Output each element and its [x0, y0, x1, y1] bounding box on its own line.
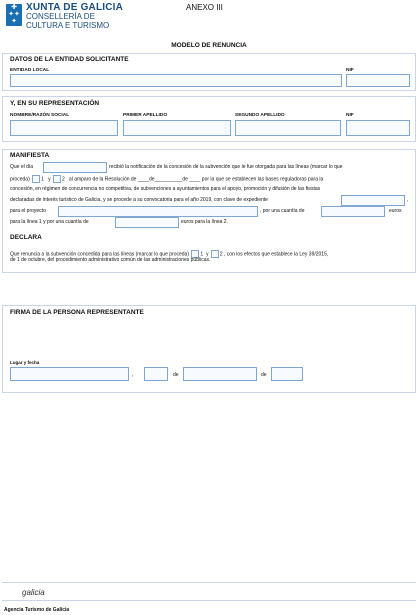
- logo-line2: CONSELLERÍA DE: [26, 12, 95, 21]
- manifiesta-line4: declaradas de interés turístico de Galicia, y se procede a su convocatoria para el año 2019, con clave de expediente: [10, 197, 268, 203]
- xunta-shield-icon: ✚ ✦✦ ✦: [6, 4, 22, 26]
- form-title: MODELO DE RENUNCIA: [171, 42, 247, 49]
- cuantia-linea2-field[interactable]: [115, 217, 179, 228]
- manifiesta-line2-b: al amparo de la Resolución de ____de__________de ____ por la que se establecen las bases reguladoras para la: [68, 176, 324, 183]
- nif-field[interactable]: [346, 74, 410, 87]
- manifiesta-line2-a: proceda): [10, 176, 30, 183]
- firma-title: FIRMA DE LA PERSONA REPRESENTANTE: [10, 309, 144, 316]
- cuantia-linea1-field[interactable]: [321, 206, 385, 217]
- nombre-label: NOMBRE/RAZÓN SOCIAL: [10, 113, 70, 118]
- renuncia-opt1: 1: [200, 251, 204, 258]
- fecha-notificacion-field[interactable]: [43, 162, 107, 173]
- dia-field[interactable]: [144, 367, 168, 381]
- renuncia-opt2: 2: [219, 251, 223, 258]
- renuncia-y: y: [205, 251, 209, 258]
- manifiesta-line5-a: para el proyecto: [10, 208, 46, 214]
- linea1-checkbox[interactable]: [32, 175, 40, 183]
- segundo-apellido-field[interactable]: [235, 120, 341, 136]
- logo-line3: CULTURA E TURISMO: [26, 21, 110, 30]
- linea2-checkbox[interactable]: [53, 175, 61, 183]
- manifiesta-line5-b: , por una cuantía de: [260, 208, 305, 214]
- de-text-2: de: [261, 372, 267, 378]
- linea2-text: 2: [61, 176, 65, 183]
- footer-divider: [2, 582, 416, 583]
- manifiesta-line6-a: para la línea 1 y por una cuantía de: [10, 219, 89, 225]
- manifiesta-line1-b: recibió la notificación de la concesión de la subvención que le fue otorgada para las líneas (marcar lo que: [109, 164, 343, 170]
- y-text: y: [48, 176, 51, 183]
- lugar-comma: ,: [132, 372, 134, 378]
- representacion-section: [2, 96, 416, 142]
- galicia-brand-logo: galicia: [22, 588, 45, 597]
- manifiesta-title: MANIFIESTA: [10, 152, 50, 159]
- logo-line1: XUNTA DE GALICIA: [26, 2, 124, 13]
- annex-label: ANEXO III: [186, 3, 223, 12]
- linea1-text: 1: [41, 176, 44, 183]
- nif-label: NIF: [346, 68, 354, 73]
- primer-apellido-label: PRIMER APELLIDO: [123, 113, 168, 118]
- expediente-comma: ,: [407, 197, 409, 203]
- de-text-1: de: [173, 372, 179, 378]
- manifiesta-line1-a: Que el día: [10, 164, 34, 170]
- declara-line1-a: Que renuncia a la subvención concedida para las líneas (marcar lo que proceda): [10, 251, 189, 258]
- solicitante-title: DATOS DE LA ENTIDAD SOLICITANTE: [10, 56, 129, 63]
- footer-agency: Agencia Turismo de Galicia: [4, 607, 70, 613]
- entidad-field[interactable]: [10, 74, 342, 87]
- footer-divider-2: [2, 600, 416, 601]
- representacion-title: Y, EN SU REPRESENTACIÓN: [10, 100, 100, 107]
- xunta-logo-text: [26, 3, 123, 30]
- primer-apellido-field[interactable]: [123, 120, 231, 136]
- solicitante-section: [2, 53, 416, 91]
- renuncia-linea2-checkbox[interactable]: [211, 250, 219, 258]
- manifiesta-line6-b: euros para la línea 2.: [181, 219, 228, 225]
- expediente-field[interactable]: [341, 195, 405, 206]
- segundo-apellido-label: SEGUNDO APELLIDO: [235, 113, 285, 118]
- firma-section: [2, 305, 416, 393]
- declara-line1-b: , con los efectos que establece la Ley 39/2015,: [224, 251, 329, 258]
- manifiesta-section: [2, 149, 416, 273]
- entidad-label: ENTIDAD LOCAL: [10, 68, 50, 73]
- rep-nif-field[interactable]: [346, 120, 410, 136]
- declara-line2: de 1 de octubre, del procedimiento administrativo común de las administraciones públicas.: [10, 257, 211, 263]
- lugar-fecha-label: Lugar y fecha: [10, 360, 40, 365]
- manifiesta-line3: concesión, en régimen de concurrencia no competitiva, de subvenciones a ayuntamientos para el apoyo, promoción y difusión de las fiestas: [10, 186, 321, 192]
- manifiesta-line2: [10, 175, 323, 183]
- proyecto-field[interactable]: [58, 206, 258, 217]
- lugar-field[interactable]: [10, 367, 129, 381]
- mes-field[interactable]: [183, 367, 257, 381]
- manifiesta-line5-c: euros: [389, 208, 402, 214]
- nombre-field[interactable]: [10, 120, 118, 136]
- anio-field[interactable]: [271, 367, 303, 381]
- declara-title: DECLARA: [10, 234, 42, 241]
- rep-nif-label: NIF: [346, 113, 354, 118]
